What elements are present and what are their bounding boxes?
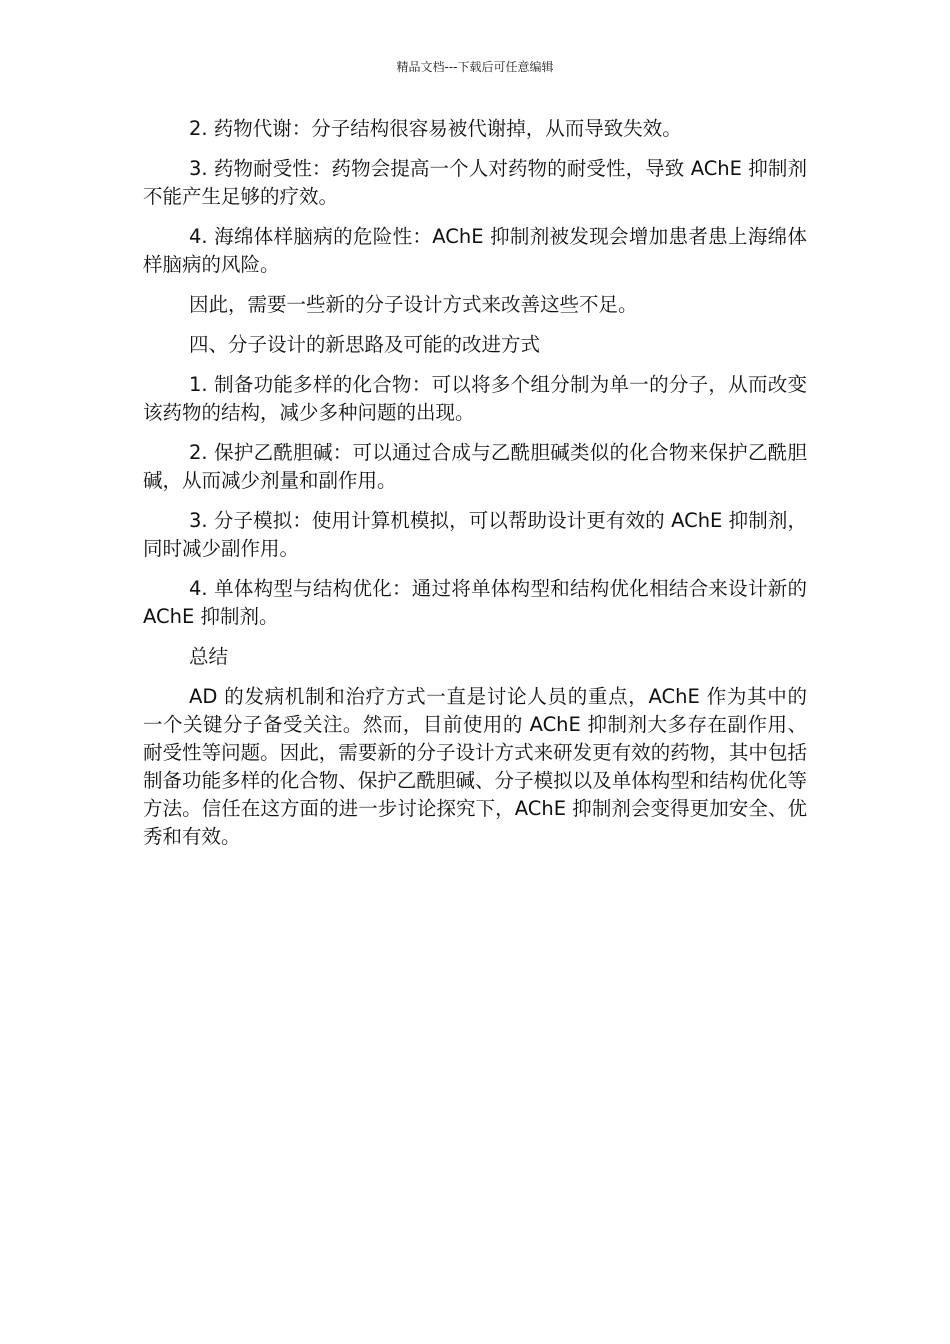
paragraph-protect-acetylcholine: 2. 保护乙酰胆碱：可以通过合成与乙酰胆碱类似的化合物来保护乙酰胆碱，从而减少剂量和副作用。 xyxy=(143,441,807,492)
section-heading-new-ideas: 四、分子设计的新思路及可能的改进方式 xyxy=(189,333,541,356)
paragraph-encephalopathy-risk: 4. 海绵体样脑病的危险性：AChE 抑制剂被发现会增加患者患上海绵体样脑病的风险。 xyxy=(143,225,807,276)
paragraph-molecular-simulation: 3. 分子模拟：使用计算机模拟，可以帮助设计更有效的 AChE 抑制剂，同时减少副作用。 xyxy=(143,509,807,560)
paragraph-monomer-optimization: 4. 单体构型与结构优化：通过将单体构型和结构优化相结合来设计新的 AChE 抑制剂。 xyxy=(143,577,807,628)
page-header: 精品文档---下载后可任意编辑 xyxy=(396,60,554,74)
paragraph-drug-metabolism: 2. 药物代谢：分子结构很容易被代谢掉，从而导致失效。 xyxy=(189,117,682,140)
paragraph-drug-tolerance: 3. 药物耐受性：药物会提高一个人对药物的耐受性，导致 AChE 抑制剂不能产生足够的疗效。 xyxy=(143,157,807,208)
section-heading-summary: 总结 xyxy=(189,645,229,668)
document-body xyxy=(143,115,807,863)
paragraph-therefore: 因此，需要一些新的分子设计方式来改善这些不足。 xyxy=(189,293,638,316)
paragraph-summary: AD 的发病机制和治疗方式一直是讨论人员的重点，AChE 作为其中的一个关键分子备受关注。然而，目前使用的 AChE 抑制剂大多存在副作用、耐受性等问题。因此，需要新的分子设计方式来研发更有效的药物，其中包括制备功能多样的化合物、保护乙酰胆碱、分子模拟以及单体构型和结构优化等方法。信任在这方面的进一步讨论探究下，AChE 抑制剂会变得更加安全、优秀和有效。 xyxy=(143,685,807,848)
paragraph-multifunctional-compounds: 1. 制备功能多样的化合物：可以将多个组分制为单一的分子，从而改变该药物的结构，减少多种问题的出现。 xyxy=(143,373,807,424)
